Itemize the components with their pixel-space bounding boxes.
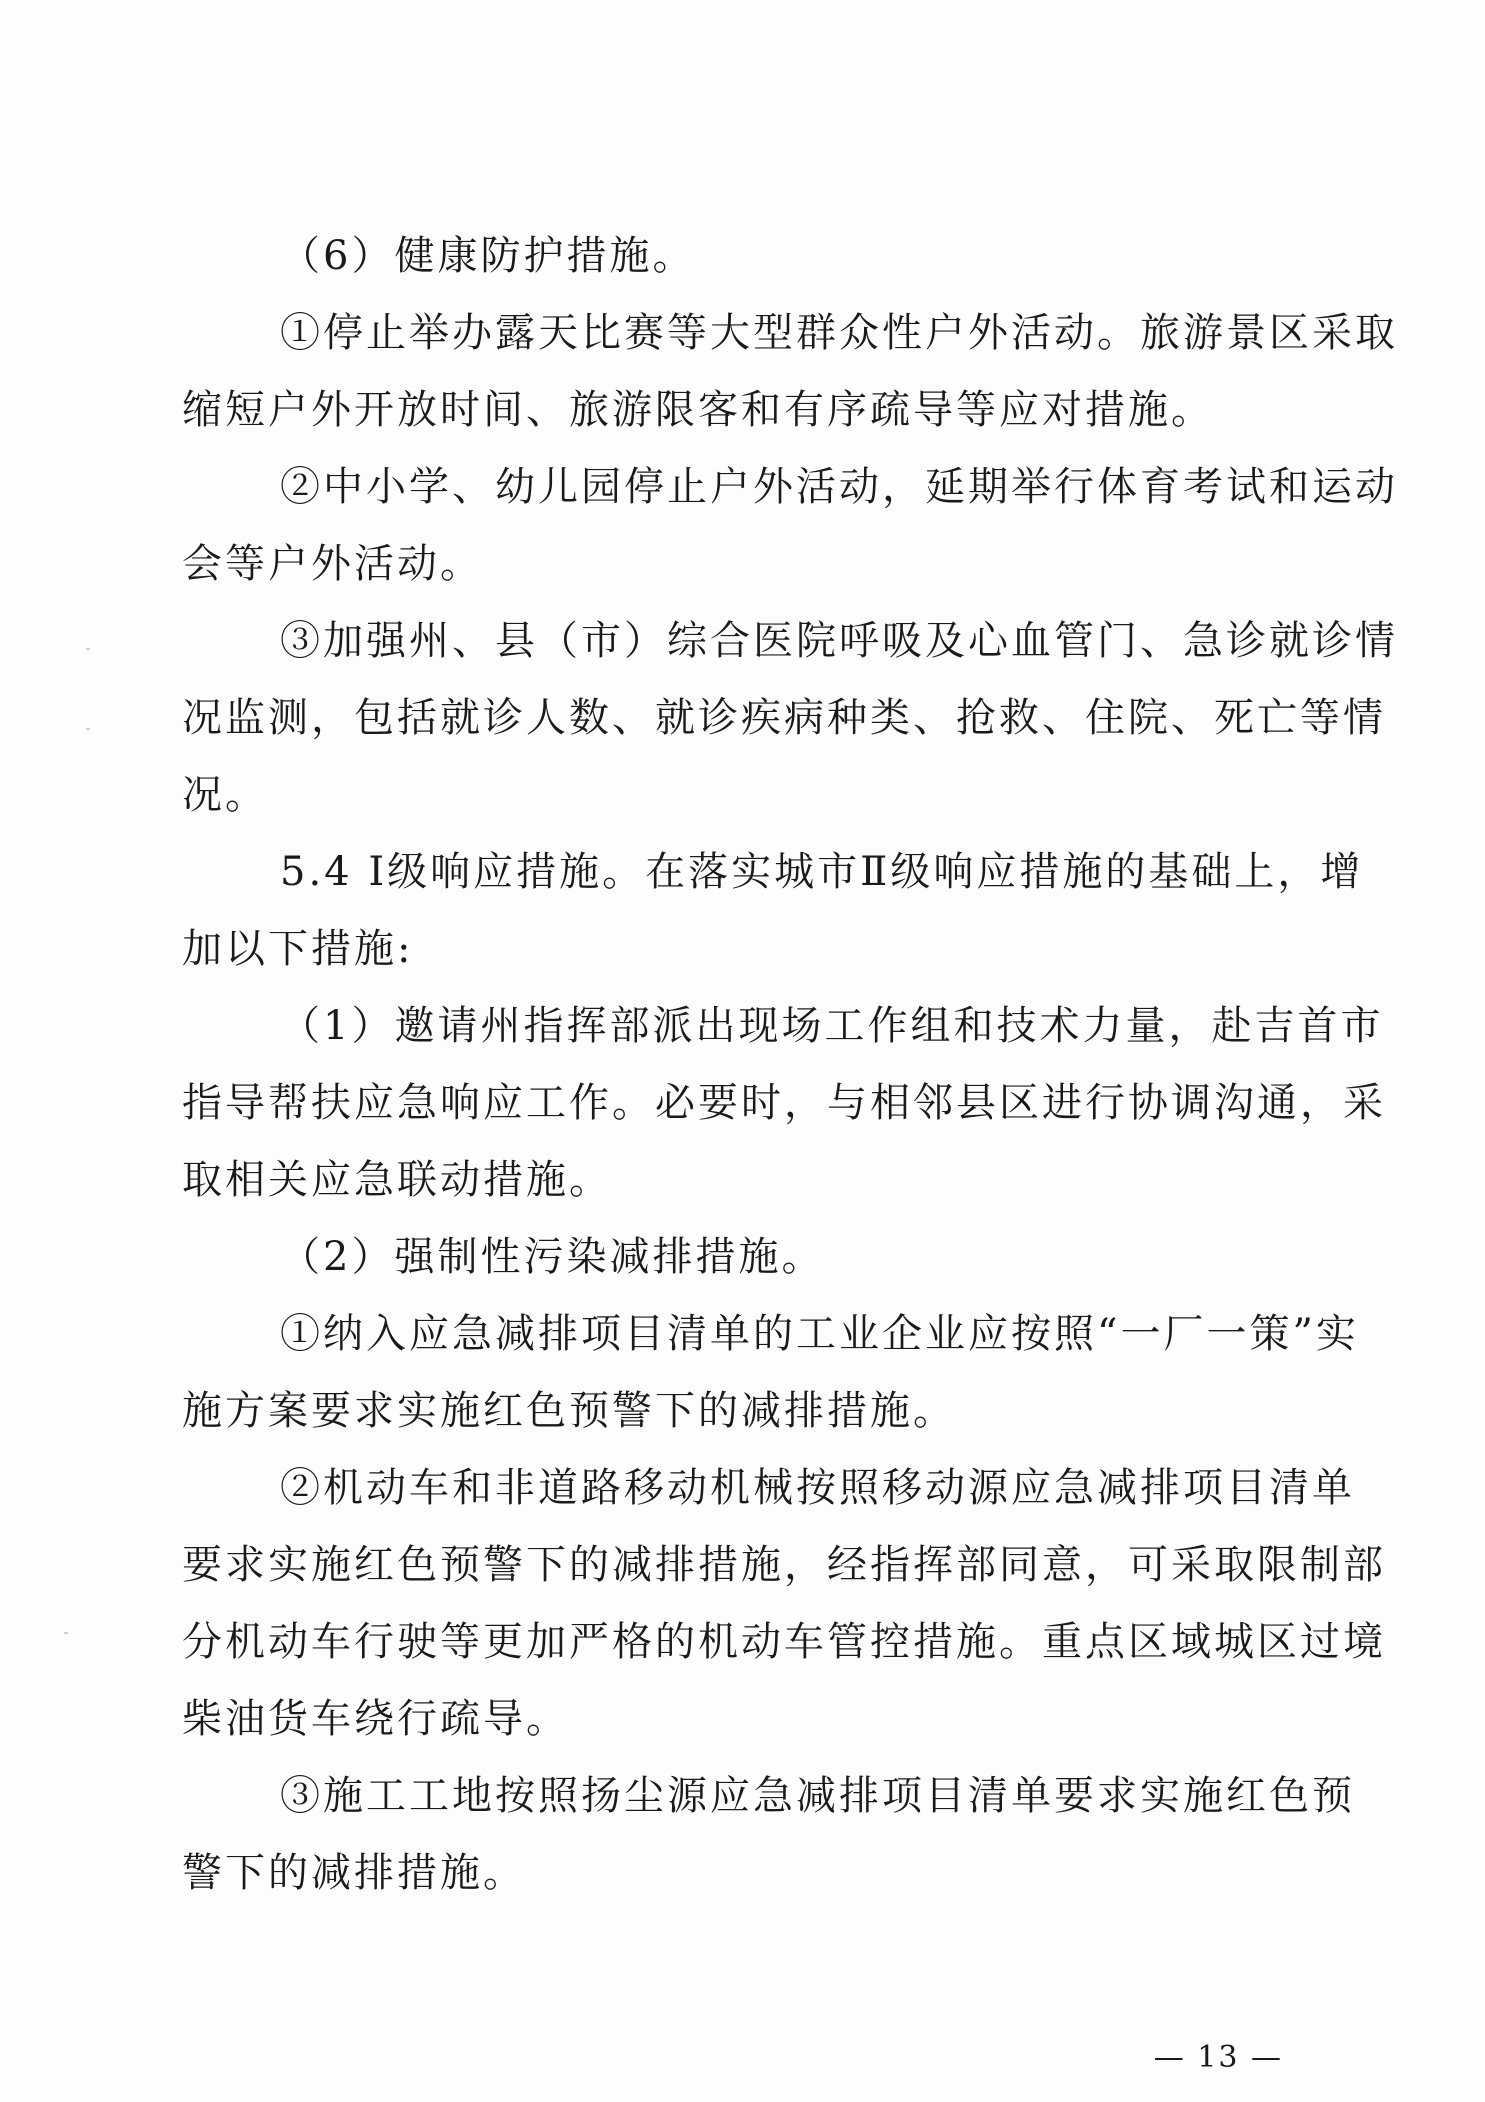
- paragraph-line: 要求实施红色预警下的减排措施，经指挥部同意，可采取限制部: [182, 1542, 1386, 1588]
- paragraph-line: ①停止举办露天比赛等大型群众性户外活动。旅游景区采取: [280, 310, 1398, 356]
- page-number: — 13 —: [1153, 2040, 1283, 2075]
- heading-health-protection: （6）健康防护措施。: [280, 233, 696, 279]
- paragraph-line: 况。: [182, 772, 268, 818]
- document-body: [182, 218, 1398, 1912]
- paragraph-line: 缩短户外开放时间、旅游限客和有序疏导等应对措施。: [182, 387, 1214, 433]
- paragraph-line: 取相关应急联动措施。: [182, 1157, 612, 1203]
- paragraph-line: 加以下措施:: [182, 926, 414, 972]
- paragraph-line: 警下的减排措施。: [182, 1850, 526, 1896]
- paragraph-line: ②机动车和非道路移动机械按照移动源应急减排项目清单: [280, 1465, 1355, 1511]
- paragraph-line: （1）邀请州指挥部派出现场工作组和技术力量，赴吉首市: [280, 1003, 1384, 1049]
- paragraph-line: 分机动车行驶等更加严格的机动车管控措施。重点区域城区过境: [182, 1619, 1386, 1665]
- paragraph-line: 指导帮扶应急响应工作。必要时，与相邻县区进行协调沟通，采: [182, 1080, 1386, 1126]
- paragraph-line: ②中小学、幼儿园停止户外活动，延期举行体育考试和运动: [280, 464, 1398, 510]
- scan-speck: [86, 648, 90, 650]
- paragraph-line: 柴油货车绕行疏导。: [182, 1696, 569, 1742]
- scan-speck: [64, 1632, 68, 1634]
- scan-speck: [86, 728, 90, 730]
- paragraph-line: ①纳入应急减排项目清单的工业企业应按照“一厂一策”实: [280, 1311, 1359, 1357]
- heading-emission-reduction: （2）强制性污染减排措施。: [280, 1234, 825, 1280]
- paragraph-line: ③施工工地按照扬尘源应急减排项目清单要求实施红色预: [280, 1773, 1355, 1819]
- paragraph-line: 施方案要求实施红色预警下的减排措施。: [182, 1388, 956, 1434]
- paragraph-line: ③加强州、县（市）综合医院呼吸及心血管门、急诊就诊情: [280, 618, 1398, 664]
- paragraph-line: 况监测，包括就诊人数、就诊疾病种类、抢救、住院、死亡等情: [182, 695, 1386, 741]
- paragraph-line: 会等户外活动。: [182, 541, 483, 587]
- section-5-4-line: 5.4 I级响应措施。在落实城市Ⅱ级响应措施的基础上，增: [280, 849, 1364, 895]
